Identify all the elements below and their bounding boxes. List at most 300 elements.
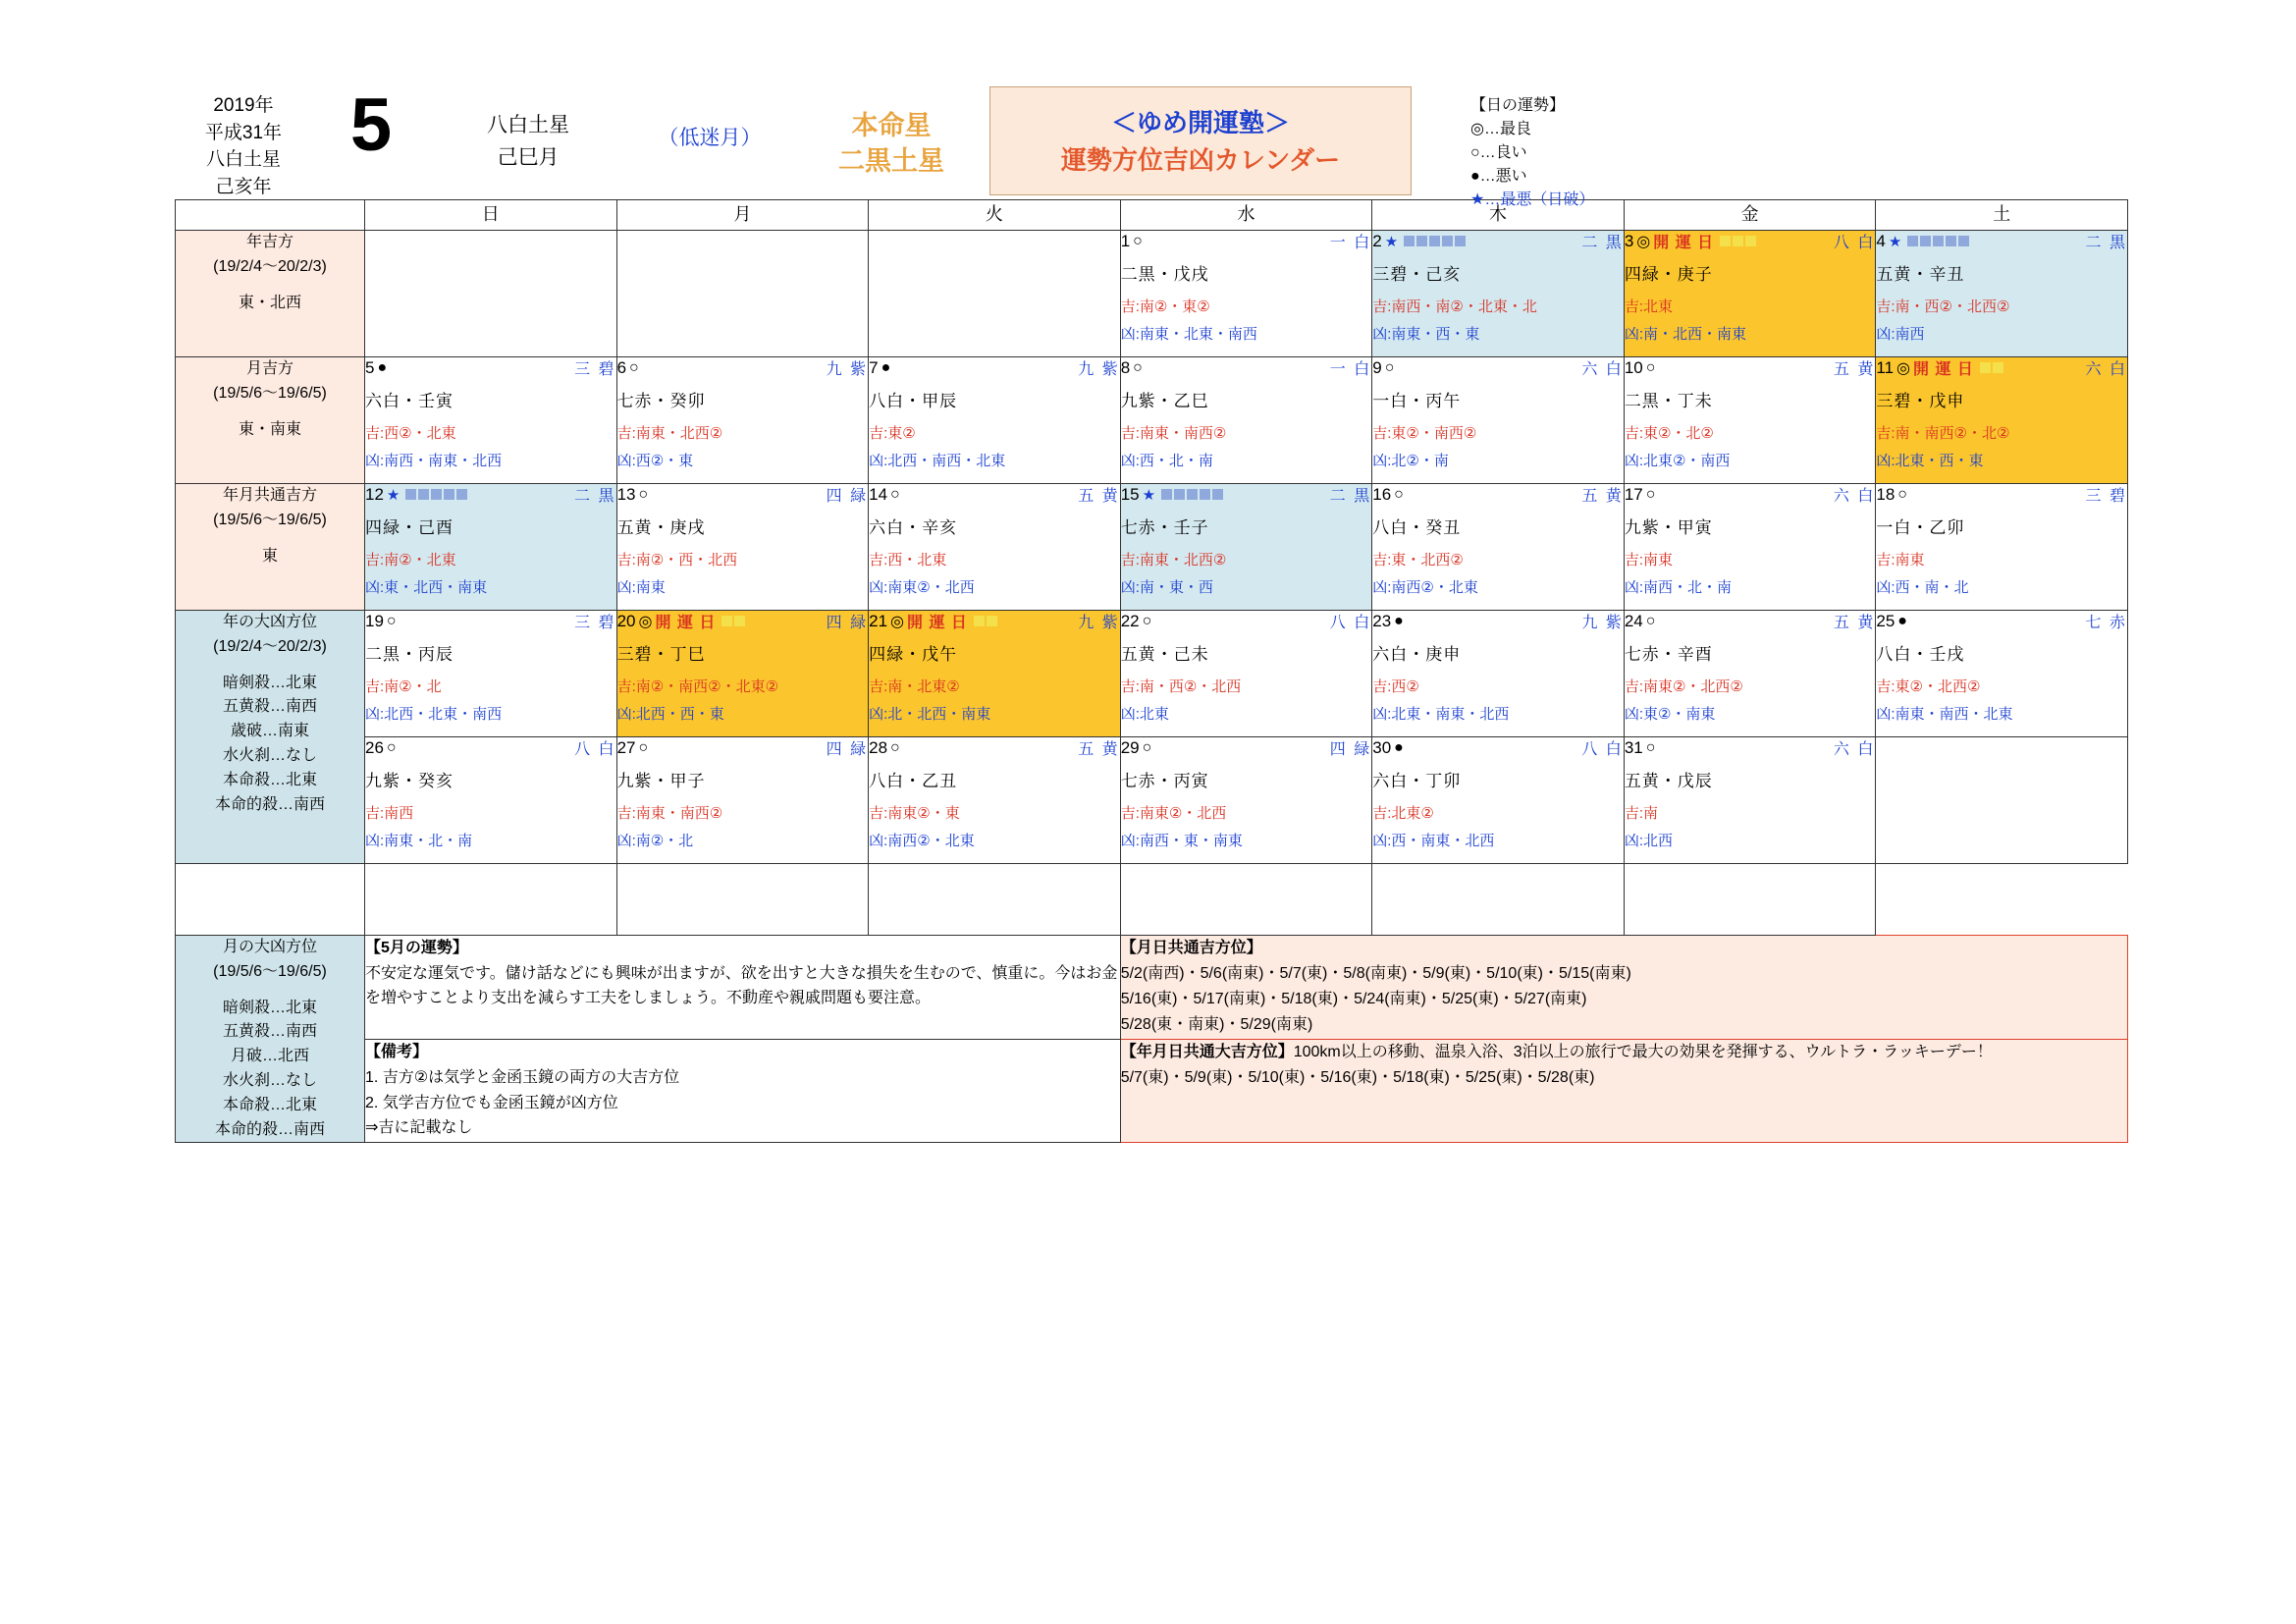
day-eto: 三碧・丁巳 [616, 645, 706, 664]
day-cell-21[interactable] [869, 611, 1121, 737]
day-kichi: 吉:南②・東② [1120, 298, 1210, 315]
day-top-row [1625, 484, 1876, 505]
day-star: 五 黄 [1833, 361, 1876, 378]
day-kichi: 吉:南東②・北西 [1120, 805, 1227, 822]
day-fortune-mark: ○ [1142, 738, 1152, 756]
side-info-4: 月の大凶方位 (19/5/6〜19/6/5) 暗剣殺…北東 五黄殺…南西 月破…北西 水火刹…なし 本命殺…北東 本命的殺…南西 [176, 936, 365, 1143]
day-cell-29[interactable] [1120, 737, 1372, 864]
day-kyo: 凶:北東 [1120, 706, 1169, 723]
side-sub-3: (19/2/4〜20/2/3) [213, 637, 327, 655]
day-kichi: 吉:東・北西② [1372, 552, 1464, 568]
day-fortune-mark: ● [1897, 612, 1907, 629]
kaiun-label: 開 運 日 [1913, 361, 1974, 378]
side-info-2: 年月共通吉方 (19/5/6〜19/6/5) 東 [176, 484, 365, 611]
day-number: 13 [616, 484, 636, 504]
day-star: 七 赤 [2085, 615, 2127, 631]
notes-title: 【備考】 [365, 1044, 429, 1061]
day-top-row [869, 357, 1120, 378]
day-number: 20 [616, 611, 636, 630]
day-number: 8 [1120, 357, 1131, 377]
great-lucky-directions-box: 【年月日共通大吉方位】100km以上の移動、温泉入浴、3泊以上の旅行で最大の効果を発揮する、ウルトラ・ラッキーデー！ 5/7(東)・5/9(東)・5/10(東)・5/16(東)・5/18(東)・5/25(東)・5/28(東) [1120, 1040, 2127, 1143]
year-block [175, 86, 312, 200]
weekday-header-6: 土 [1876, 200, 2128, 231]
day-star: 九 紫 [1078, 361, 1120, 378]
day-kyo: 凶:南西・東・南東 [1120, 833, 1243, 849]
calendar-table [175, 199, 2128, 1143]
spacer-cell [869, 864, 1121, 936]
day-kichi: 吉:南②・西・北西 [616, 552, 738, 568]
side-title-0: 年吉方 [245, 234, 294, 250]
spacer-row [176, 864, 2128, 936]
legend-item-best: ◎…最良 [1470, 121, 1531, 137]
day-eto: 二黒・戊戌 [1120, 265, 1209, 284]
week-row [176, 231, 2128, 357]
day-kyo: 凶:西・北・南 [1120, 453, 1213, 469]
day-eto: 九紫・甲子 [616, 772, 706, 790]
week-row [176, 357, 2128, 484]
day-top-row [1372, 737, 1624, 758]
title-box [989, 86, 1412, 195]
day-top-row [869, 484, 1120, 505]
day-eto: 三碧・戊申 [1876, 392, 1965, 410]
week-row [176, 484, 2128, 611]
day-eto: 九紫・乙巳 [1120, 392, 1209, 410]
day-star: 八 白 [574, 741, 616, 758]
day-kyo: 凶:西②・東 [616, 453, 694, 469]
day-number: 16 [1372, 484, 1392, 504]
month-star-line-2: 己巳月 [497, 145, 560, 169]
day-fortune-mark: ○ [638, 485, 649, 503]
day-kichi: 吉:南西 [365, 805, 414, 822]
day-number: 10 [1624, 357, 1643, 377]
day-star: 四 緑 [826, 741, 869, 758]
year-line-3: 八白土星 [205, 149, 281, 171]
day-kichi: 吉:南・西②・北西② [1876, 298, 2010, 315]
day-number: 23 [1372, 611, 1392, 630]
day-eto: 一白・乙卯 [1876, 518, 1965, 537]
legend-item-bad: ●…悪い [1470, 168, 1527, 185]
day-eto: 八白・乙丑 [869, 772, 958, 790]
kaiun-label: 開 運 日 [655, 615, 717, 631]
legend-item-worst: ★…最悪（日破） [1470, 191, 1595, 208]
day-fortune-mark: ○ [1645, 485, 1656, 503]
day-cell-10[interactable] [1624, 357, 1876, 484]
side-title-2: 年月共通吉方 [222, 487, 317, 504]
monthly-fortune-body: 不安定な運気です。儲け話などにも興味が出ますが、欲を出すと大きな損失を生むので、慎重に。今はお金を増やすことより支出を減らす工夫をしましょう。不動産や親戚問題も要注意。 [365, 964, 1118, 1007]
day-star: 一 白 [1329, 361, 1372, 378]
day-fortune-mark: ○ [1133, 232, 1143, 249]
day-fortune-mark: ○ [629, 358, 639, 376]
day-fortune-mark: ○ [638, 738, 649, 756]
day-kyo: 凶:南・東・西 [1120, 579, 1213, 596]
day-star: 五 黄 [1581, 488, 1624, 505]
day-cell-13[interactable] [616, 484, 869, 611]
day-cell-30[interactable] [1372, 737, 1625, 864]
day-top-row [1625, 357, 1876, 378]
day-cell-12[interactable] [365, 484, 617, 611]
calendar-header [175, 83, 2128, 208]
day-cell-20[interactable] [616, 611, 869, 737]
day-eto: 九紫・癸亥 [365, 772, 454, 790]
day-star: 八 白 [1833, 235, 1876, 251]
day-top-row [365, 484, 616, 505]
day-top-row [617, 484, 869, 505]
day-kyo: 凶:南西②・北東 [1372, 579, 1478, 596]
day-eto: 五黄・庚戌 [616, 518, 706, 537]
day-kyo: 凶:南西 [1876, 326, 1925, 343]
day-cell-9[interactable] [1372, 357, 1625, 484]
day-kichi: 吉:南東・南西② [616, 805, 723, 822]
monthly-fortune-title: 【5月の運勢】 [365, 940, 468, 956]
spacer-cell [365, 864, 617, 936]
day-eto: 一白・丙午 [1372, 392, 1462, 410]
day-top-row [1121, 231, 1372, 251]
day-fortune-mark: ○ [1142, 612, 1152, 629]
day-cell-empty [616, 231, 869, 357]
day-cell-empty [1876, 737, 2128, 864]
day-number: 15 [1120, 484, 1140, 504]
day-fortune-mark: ● [1394, 738, 1404, 756]
year-line-1: 2019年 [213, 95, 274, 116]
day-kichi: 吉:南東・北西② [1120, 552, 1227, 568]
day-star: 六 白 [1833, 488, 1876, 505]
day-cell-14[interactable] [869, 484, 1121, 611]
day-star: 四 緑 [826, 615, 869, 631]
weekday-header-1: 月 [616, 200, 869, 231]
day-top-row [1625, 737, 1876, 758]
day-top-row [1372, 231, 1624, 251]
day-star: 二 黒 [574, 488, 616, 505]
marker-squares [405, 489, 467, 500]
day-number: 14 [869, 484, 888, 504]
day-cell-1[interactable] [1120, 231, 1372, 357]
day-eto: 四緑・庚子 [1624, 265, 1713, 284]
day-number: 22 [1120, 611, 1140, 630]
day-kyo: 凶:西・南東・北西 [1372, 833, 1495, 849]
day-cell-16[interactable] [1372, 484, 1625, 611]
day-kichi: 吉:北東 [1624, 298, 1673, 315]
weekday-header-5: 金 [1624, 200, 1876, 231]
day-eto: 四緑・戊午 [869, 645, 958, 664]
day-number: 12 [365, 484, 384, 504]
day-kyo: 凶:南西・南東・北西 [365, 453, 503, 469]
day-star: 九 紫 [826, 361, 869, 378]
honmei-star-block [793, 86, 989, 180]
day-number: 18 [1876, 484, 1896, 504]
day-fortune-mark: ● [1394, 612, 1404, 629]
day-top-row [617, 357, 869, 378]
day-fortune-mark: ● [377, 358, 388, 376]
day-star: 九 紫 [1078, 615, 1120, 631]
day-star: 六 白 [1833, 741, 1876, 758]
week-row [176, 737, 2128, 864]
bottom-row-1 [176, 936, 2128, 1040]
day-kyo: 凶:南東・北・南 [365, 833, 473, 849]
day-number: 26 [365, 737, 384, 757]
day-kichi: 吉:南・南西②・北② [1876, 425, 2010, 442]
day-kyo: 凶:東・北西・南東 [365, 579, 488, 596]
common-lucky-directions-box: 【月日共通吉方位】 5/2(南西)・5/6(南東)・5/7(東)・5/8(南東)・5/9(東)・5/10(東)・5/15(南東) 5/16(東)・5/17(南東)・5/18(東)・5/24(南東)・5/25(東)・5/27(南東) 5/28(東・南東)・5/29(南東) [1120, 936, 2127, 1040]
side-info-3: 年の大凶方位 (19/2/4〜20/2/3) 暗剣殺…北東 五黄殺…南西 歳破…南東 水火刹…なし 本命殺…北東 本命的殺…南西 [176, 611, 365, 864]
day-top-row [1121, 357, 1372, 378]
day-eto: 五黄・戊辰 [1624, 772, 1713, 790]
day-top-row [1372, 484, 1624, 505]
weekday-header-3: 水 [1120, 200, 1372, 231]
day-number: 3 [1624, 231, 1634, 250]
day-kyo: 凶:南東 [616, 579, 666, 596]
day-cell-2[interactable] [1372, 231, 1625, 357]
day-kyo: 凶:東②・南東 [1624, 706, 1716, 723]
day-kichi: 吉:南②・北東 [365, 552, 456, 568]
spacer-cell [176, 864, 365, 936]
day-top-row [1625, 611, 1876, 631]
marker-squares [1980, 362, 2003, 373]
day-number: 4 [1876, 231, 1886, 250]
day-eto: 七赤・癸卯 [616, 392, 706, 410]
side-sub-2: (19/5/6〜19/6/5) [213, 511, 327, 528]
day-eto: 二黒・丙辰 [365, 645, 454, 664]
day-cell-23[interactable] [1372, 611, 1625, 737]
side-sub-0: (19/2/4〜20/2/3) [213, 257, 327, 275]
day-eto: 六白・壬寅 [365, 392, 454, 410]
day-kichi: 吉:東②・北西② [1876, 678, 1981, 695]
day-cell-15[interactable] [1120, 484, 1372, 611]
day-cell-24[interactable] [1624, 611, 1876, 737]
day-star: 五 黄 [1078, 741, 1120, 758]
day-cell-3[interactable] [1624, 231, 1876, 357]
day-eto: 五黄・辛丑 [1876, 265, 1965, 284]
day-kyo: 凶:南西・北・南 [1624, 579, 1732, 596]
notes-box: 【備考】 1. 吉方②は気学と金函玉鏡の両方の大吉方位 2. 気学吉方位でも金函玉鏡が凶方位 ⇒吉に記載なし [365, 1040, 1121, 1143]
day-kichi: 吉:南②・南西②・北東② [616, 678, 779, 695]
day-kichi: 吉:南 [1624, 805, 1658, 822]
day-top-row [1121, 484, 1372, 505]
great-lucky-title: 【年月日共通大吉方位】 [1120, 1044, 1294, 1061]
day-number: 5 [365, 357, 375, 377]
day-number: 24 [1624, 611, 1643, 630]
marker-squares [974, 616, 997, 626]
day-top-row [617, 611, 869, 631]
day-eto: 六白・辛亥 [869, 518, 958, 537]
day-eto: 六白・丁卯 [1372, 772, 1462, 790]
day-top-row [365, 357, 616, 378]
day-eto: 七赤・辛酉 [1624, 645, 1713, 664]
day-kichi: 吉:南東・南西② [1120, 425, 1227, 442]
day-fortune-mark: ◎ [890, 613, 905, 630]
day-top-row [1372, 611, 1624, 631]
day-cell-19[interactable] [365, 611, 617, 737]
weekday-header-2: 火 [869, 200, 1121, 231]
day-kyo: 凶:南東②・北西 [869, 579, 975, 596]
day-top-row [1121, 611, 1372, 631]
day-fortune-mark: ◎ [1636, 233, 1651, 250]
day-kichi: 吉:西② [1372, 678, 1419, 695]
day-eto: 六白・庚申 [1372, 645, 1462, 664]
day-cell-empty [869, 231, 1121, 357]
day-fortune-mark: ◎ [1896, 359, 1910, 377]
day-number: 25 [1876, 611, 1896, 630]
day-kichi: 吉:南・西②・北西 [1120, 678, 1242, 695]
day-number: 31 [1624, 737, 1643, 757]
day-top-row [1121, 737, 1372, 758]
day-cell-26[interactable] [365, 737, 617, 864]
day-top-row [1876, 611, 2127, 631]
day-cell-7[interactable] [869, 357, 1121, 484]
day-kyo: 凶:南東・西・東 [1372, 326, 1480, 343]
marker-squares [1907, 236, 1969, 246]
week-row [176, 611, 2128, 737]
legend-block [1412, 86, 2128, 212]
title-line-1: ＜ゆめ開運塾＞ [1110, 108, 1290, 137]
day-kichi: 吉:南東・北西② [616, 425, 723, 442]
legend-item-good: ○…良い [1470, 144, 1527, 161]
day-eto: 八白・癸丑 [1372, 518, 1462, 537]
day-fortune-mark: ★ [386, 486, 400, 504]
bottom-row-2 [176, 1040, 2128, 1143]
day-fortune-mark: ○ [890, 738, 900, 756]
day-kyo: 凶:北②・南 [1372, 453, 1449, 469]
day-top-row [1876, 231, 2127, 251]
day-kichi: 吉:南東 [1876, 552, 1925, 568]
day-number: 1 [1120, 231, 1131, 250]
side-info-0: 年吉方 (19/2/4〜20/2/3) 東・北西 [176, 231, 365, 357]
day-star: 二 黒 [2085, 235, 2127, 251]
day-number: 29 [1120, 737, 1140, 757]
day-kichi: 吉:南・北東② [869, 678, 960, 695]
legend-title: 【日の運勢】 [1470, 97, 1566, 114]
day-fortune-mark: ○ [1133, 358, 1143, 376]
day-kichi: 吉:西②・北東 [365, 425, 456, 442]
day-cell-11[interactable] [1876, 357, 2128, 484]
day-top-row [1372, 357, 1624, 378]
day-number: 6 [616, 357, 627, 377]
day-top-row [869, 737, 1120, 758]
day-cell-4[interactable] [1876, 231, 2128, 357]
side-title-1: 月吉方 [245, 360, 294, 377]
day-kyo: 凶:北西・北東・南西 [365, 706, 503, 723]
day-kichi: 吉:南東 [1624, 552, 1673, 568]
day-star: 六 白 [1581, 361, 1624, 378]
day-cell-27[interactable] [616, 737, 869, 864]
day-cell-8[interactable] [1120, 357, 1372, 484]
monthly-fortune-box [365, 936, 1121, 1040]
day-star: 四 緑 [826, 488, 869, 505]
day-fortune-mark: ○ [890, 485, 900, 503]
day-star: 八 白 [1581, 741, 1624, 758]
honmei-line-1: 本命星 [851, 111, 932, 140]
side-sub-1: (19/5/6〜19/6/5) [213, 384, 327, 402]
day-eto: 三碧・己亥 [1372, 265, 1462, 284]
day-eto: 八白・壬戌 [1876, 645, 1965, 664]
day-cell-31[interactable] [1624, 737, 1876, 864]
year-line-4: 己亥年 [215, 176, 272, 197]
day-number: 28 [869, 737, 888, 757]
marker-squares [1161, 489, 1223, 500]
day-fortune-mark: ○ [1645, 358, 1656, 376]
day-number: 17 [1624, 484, 1643, 504]
day-kichi: 吉:南西・南②・北東・北 [1372, 298, 1537, 315]
day-kyo: 凶:南・北西・南東 [1624, 326, 1746, 343]
spacer-cell [1624, 864, 1876, 936]
side-info-1: 月吉方 (19/5/6〜19/6/5) 東・南東 [176, 357, 365, 484]
weekday-header-0: 日 [365, 200, 617, 231]
day-top-row [869, 611, 1120, 631]
day-number: 19 [365, 611, 384, 630]
day-kichi: 吉:東②・南西② [1372, 425, 1477, 442]
day-cell-18[interactable] [1876, 484, 2128, 611]
day-kyo: 凶:北東・南東・北西 [1372, 706, 1510, 723]
day-kyo: 凶:北西・南西・北東 [869, 453, 1006, 469]
day-eto: 八白・甲辰 [869, 392, 958, 410]
marker-squares [721, 616, 745, 626]
day-kyo: 凶:南西②・北東 [869, 833, 975, 849]
day-top-row [365, 737, 616, 758]
day-fortune-mark: ○ [386, 738, 397, 756]
day-star: 二 黒 [1329, 488, 1372, 505]
day-fortune-mark: ○ [1645, 612, 1656, 629]
day-fortune-mark: ★ [1142, 486, 1156, 504]
day-star: 五 黄 [1833, 615, 1876, 631]
weekday-header-4: 木 [1372, 200, 1625, 231]
day-star: 八 白 [1329, 615, 1372, 631]
day-star: 四 緑 [1329, 741, 1372, 758]
day-eto: 四緑・己酉 [365, 518, 454, 537]
marker-squares [1404, 236, 1466, 246]
day-number: 21 [869, 611, 888, 630]
day-fortune-mark: ★ [1384, 233, 1399, 250]
day-star: 二 黒 [1581, 235, 1624, 251]
day-fortune-mark: ○ [1897, 485, 1907, 503]
day-cell-5[interactable] [365, 357, 617, 484]
day-cell-17[interactable] [1624, 484, 1876, 611]
day-eto: 五黄・己未 [1120, 645, 1209, 664]
corner-cell [176, 200, 365, 231]
day-kichi: 吉:南②・北 [365, 678, 442, 695]
day-kyo: 凶:南②・北 [616, 833, 694, 849]
side-title-3: 年の大凶方位 [222, 614, 317, 630]
calendar-wrapper [175, 83, 2128, 1143]
day-cell-25[interactable] [1876, 611, 2128, 737]
day-star: 五 黄 [1078, 488, 1120, 505]
low-month-label: （低迷月） [658, 127, 762, 149]
month-number: 5 [349, 83, 393, 167]
common-lucky-title: 【月日共通吉方位】 [1120, 940, 1262, 956]
day-cell-empty [365, 231, 617, 357]
day-number: 9 [1372, 357, 1382, 377]
day-kichi: 吉:東②・北② [1624, 425, 1714, 442]
day-fortune-mark: ○ [1645, 738, 1656, 756]
day-cell-6[interactable] [616, 357, 869, 484]
day-kyo: 凶:北西・西・東 [616, 706, 724, 723]
year-line-2: 平成31年 [204, 122, 283, 143]
day-eto: 二黒・丁未 [1624, 392, 1713, 410]
day-top-row [1876, 484, 2127, 505]
day-cell-22[interactable] [1120, 611, 1372, 737]
day-star: 九 紫 [1581, 615, 1624, 631]
day-number: 7 [869, 357, 879, 377]
day-kyo: 凶:南東・南西・北東 [1876, 706, 2013, 723]
day-kichi: 吉:東② [869, 425, 916, 442]
month-star-line-1: 八白土星 [487, 114, 569, 136]
day-kyo: 凶:北東・西・東 [1876, 453, 1984, 469]
day-top-row [1876, 357, 2127, 378]
day-top-row [1625, 231, 1876, 251]
day-cell-28[interactable] [869, 737, 1121, 864]
marker-squares [1720, 236, 1756, 246]
kaiun-label: 開 運 日 [907, 615, 968, 631]
kaiun-label: 開 運 日 [1653, 235, 1715, 251]
day-fortune-mark: ◎ [638, 613, 653, 630]
